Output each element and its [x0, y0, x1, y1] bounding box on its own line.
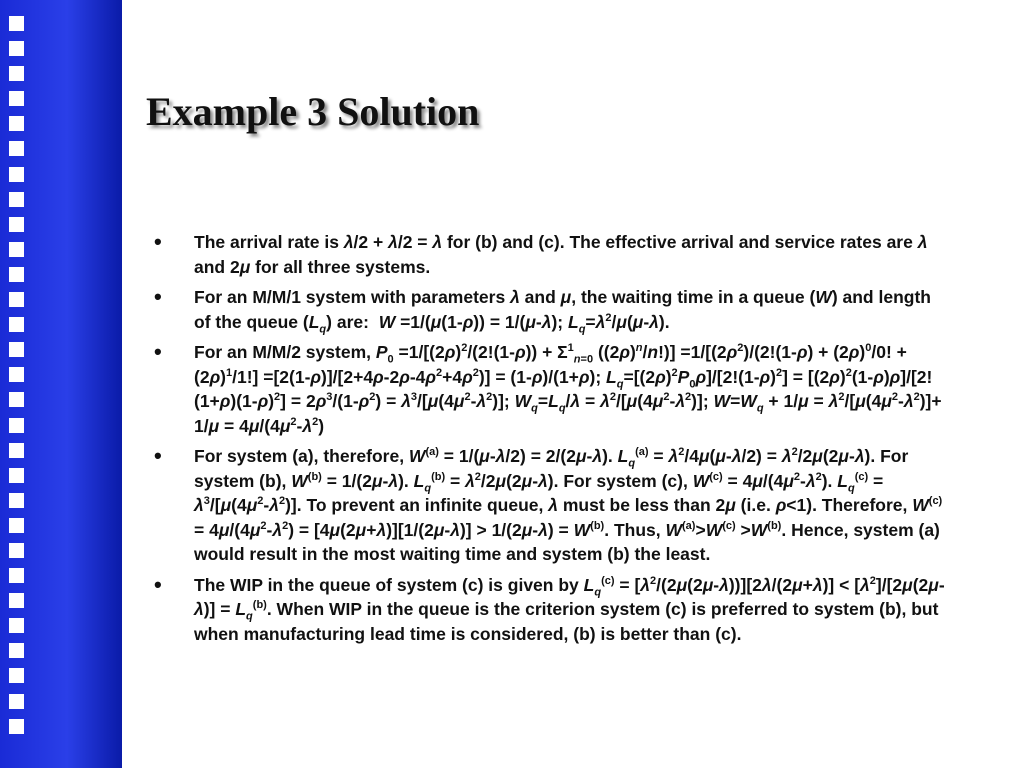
sidebar-square [9, 267, 24, 282]
sidebar-square [9, 593, 24, 608]
sidebar-square [9, 418, 24, 433]
sidebar-square [9, 317, 24, 332]
sidebar-square [9, 367, 24, 382]
sidebar-square [9, 493, 24, 508]
bullet-item [154, 573, 950, 647]
bullet-icon: • [154, 339, 162, 364]
sidebar-square [9, 518, 24, 533]
bullet-item [154, 340, 950, 438]
bullet-item [154, 285, 950, 334]
bullet-item [154, 230, 950, 279]
sidebar-square [9, 16, 24, 31]
sidebar-square [9, 167, 24, 182]
sidebar-square [9, 618, 24, 633]
sidebar-square [9, 643, 24, 658]
sidebar-square [9, 468, 24, 483]
bullet-list [154, 230, 950, 652]
bullet-icon: • [154, 284, 162, 309]
sidebar-square [9, 192, 24, 207]
bullet-text: For an M/M/1 system with parameters λ and μ, the waiting time in a queue (W) and length of the queue $(L_q)$ are: W =1/(μ(1-ρ)) = 1/(μ-λ); $L_q=\lambda^2/\mu(\mu-\lambda)$. [194, 287, 931, 335]
bullet-text: The WIP in the queue of system (c) is given by $L_q^{(c)} = [\lambda^2/(2\mu(2\mu-\lambda))][2\lambda/(2\mu+\lambda)] < [\lambda^2]/[2\mu(2\mu-\lambda)] = L_q^{(b)}$. When WIP in the queue is the criterion system (c) is preferred to system (b), but when manufacturing lead time is considered, (b) is better than (c). [194, 574, 945, 644]
sidebar-square [9, 392, 24, 407]
bullet-item [154, 444, 950, 567]
bullet-text: For system (a), therefore, $W^{(a)} = 1/(\mu-\lambda/2) = 2/(2\mu-\lambda)$. $L_q^{(a)} = \lambda^2/4\mu(\mu-\lambda/2) = \lambda^2/2\mu(2\mu-\lambda)$. For system (b), $W^{(b)} = 1/(2\mu-\lambda)$. $L_q^{(b)} = \lambda^2/2\mu(2\mu-\lambda)$. For system (c), $W^{(c)} = 4\mu/(4\mu^2-\lambda^2)$. $L_q^{(c)} = \lambda^3/[\mu(4\mu^2-\lambda^2)]$. To prevent an infinite queue, λ must be less than 2μ (i.e. ρ<1). Therefore, $W^{(c)} = 4\mu/(4\mu^2-\lambda^2) = [4\mu(2\mu+\lambda)][1/(2\mu-\lambda)] > 1/(2\mu-\lambda) = W^{(b)}$. Thus, $W^{(a)}>W^{(c)} >W^{(b)}$. Hence, system (a) would result in the most waiting time and system (b) the least. [194, 446, 943, 564]
sidebar-square [9, 292, 24, 307]
sidebar-square [9, 141, 24, 156]
bullet-text: The arrival rate is λ/2 + λ/2 = λ for (b) and (c). The effective arrival and service rates are λ and 2μ for all three systems. [194, 232, 928, 277]
sidebar-square [9, 443, 24, 458]
sidebar-square [9, 568, 24, 583]
sidebar-square [9, 342, 24, 357]
sidebar-square [9, 66, 24, 81]
sidebar-square [9, 91, 24, 106]
sidebar-square [9, 668, 24, 683]
sidebar-square [9, 217, 24, 232]
slide-title: Example 3 Solution [146, 89, 480, 134]
sidebar-square [9, 719, 24, 734]
sidebar-square [9, 694, 24, 709]
sidebar-square [9, 242, 24, 257]
sidebar-square [9, 41, 24, 56]
sidebar-band [0, 0, 122, 768]
sidebar-square [9, 116, 24, 131]
bullet-icon: • [154, 229, 162, 254]
sidebar-squares [9, 16, 25, 744]
bullet-text: For an M/M/2 system, $P_0 =1/[(2\rho)^2/(2!(1-\rho)) + \Sigma^1_{n=0}$ $((2\rho)^n/n!)] =1/[(2\rho^2)/(2!(1-\rho) + (2\rho)^0/0$! + $(2\rho)^1/1!] =[2(1-\rho)]/[2+4\rho-2\rho-4\rho^2+4\rho^2)] = (1-\rho)/(1+\rho)$; $L_q=[(2\rho)^2P_0\rho]/[2!(1-\rho)^2] = [(2\rho)^2(1-\rho)\rho]/[2!(1+\rho)(1-\rho)^2] = 2\rho^3/(1-\rho^2) = \lambda^3/[\mu(4\mu^2-\lambda^2)]$; $W_q=L_q/\lambda = \lambda^2/[\mu(4\mu^2-\lambda^2)]$; $W=W_q + 1/\mu = \lambda^2/[\mu(4\mu^2-\lambda^2)]+ 1/\mu = 4\mu/(4\mu^2-\lambda^2)$ [194, 342, 942, 436]
bullet-icon: • [154, 443, 162, 468]
bullet-icon: • [154, 571, 162, 597]
sidebar-square [9, 543, 24, 558]
